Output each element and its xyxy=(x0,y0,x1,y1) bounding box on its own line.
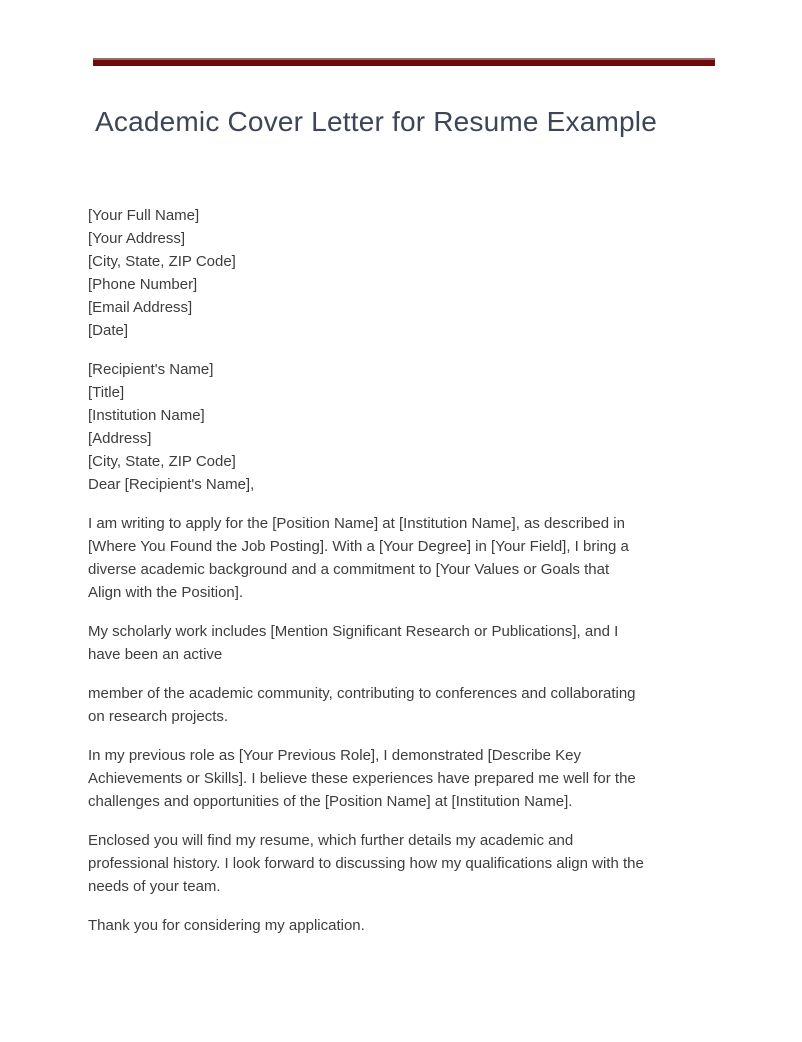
sender-address-block: [Your Full Name] [Your Address] [City, State, ZIP Code] [Phone Number] [Email Address] [Date] xyxy=(88,207,236,339)
recipient-address-block: [Recipient's Name] [Title] [Institution Name] [Address] [City, State, ZIP Code] Dear [Recipient's Name], xyxy=(88,361,255,493)
accent-bar xyxy=(93,58,715,66)
paragraph-thank-you: Thank you for considering my application. xyxy=(88,917,365,934)
letter-body xyxy=(88,204,728,937)
page-title: Academic Cover Letter for Resume Example xyxy=(95,106,657,137)
paragraph-introduction: I am writing to apply for the [Position Name] at [Institution Name], as described in [Where You Found the Job Posting]. With a [Your Degree] in [Your Field], I bring a diverse academic background and a commitment to [Your Values or Goals that Align with the Position]. xyxy=(88,515,629,601)
paragraph-previous-role: In my previous role as [Your Previous Role], I demonstrated [Describe Key Achievements or Skills]. I believe these experiences have prepared me well for the challenges and opportunities of the [Position Name] at [Institution Name]. xyxy=(88,747,636,810)
paragraph-enclosed-resume: Enclosed you will find my resume, which further details my academic and professional history. I look forward to discussing how my qualifications align with the needs of your team. xyxy=(88,832,644,895)
paragraph-community-membership: member of the academic community, contributing to conferences and collaborating on research projects. xyxy=(88,685,636,725)
paragraph-scholarly-work: My scholarly work includes [Mention Significant Research or Publications], and I have been an active xyxy=(88,623,619,663)
